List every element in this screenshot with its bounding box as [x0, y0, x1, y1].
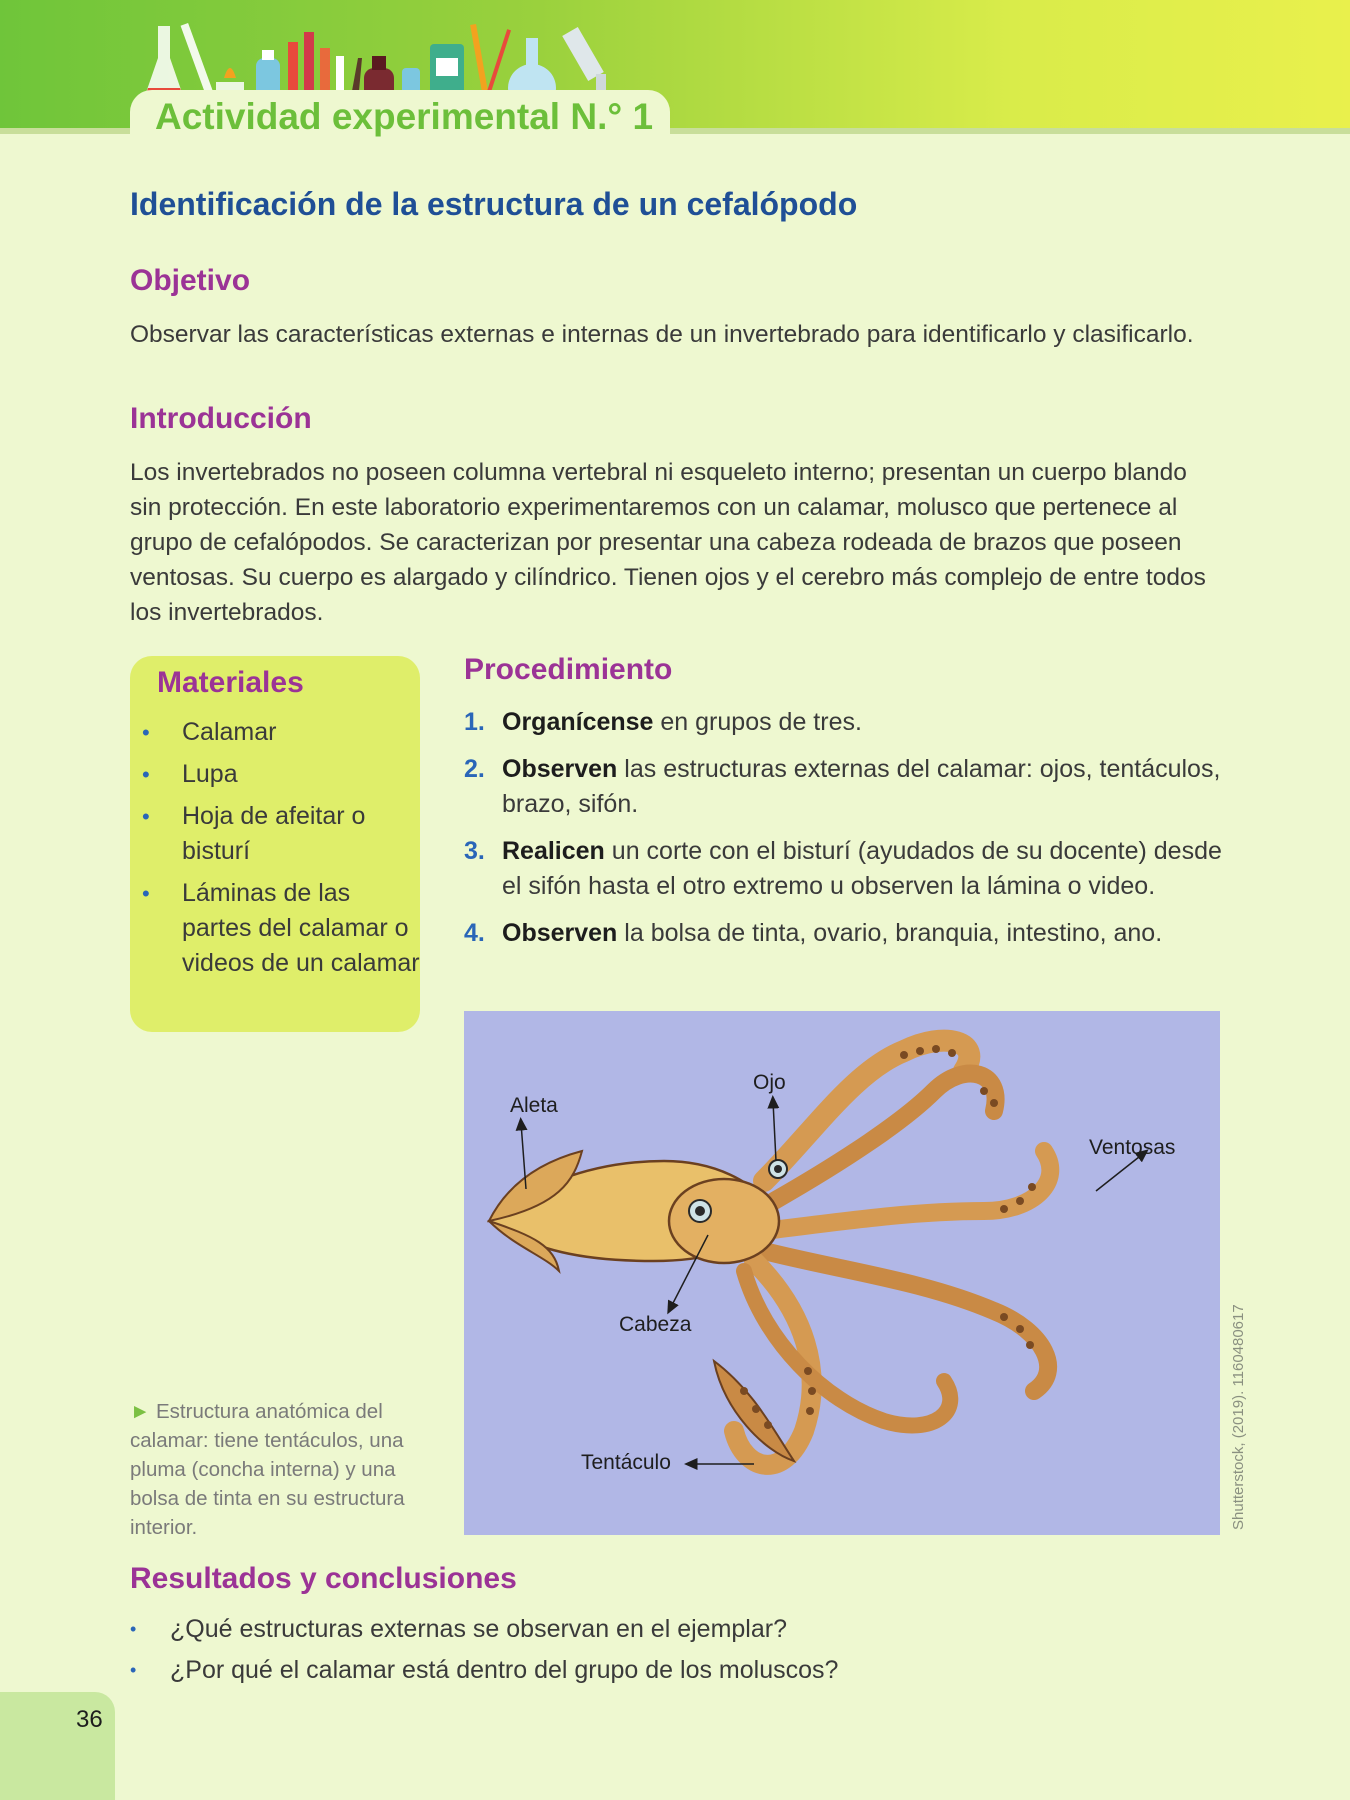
- page-title: Identificación de la estructura de un cefalópodo: [130, 186, 858, 222]
- bullet-icon: •: [142, 762, 150, 787]
- figure-caption: ► Estructura anatómica del calamar: tiene tentáculos, una pluma (concha interna) y una bolsa de tinta en su estructura interior.: [130, 1400, 405, 1539]
- activity-title: Actividad experimental N.° 1: [155, 96, 654, 137]
- procedure-step: 3. Realicen un corte con el bisturí (ayudados de su docente) desde el sifón hasta el otro extremo u observen la lámina o video.: [464, 837, 1222, 900]
- list-item: • Láminas de las partes del calamar o videos de un calamar: [140, 876, 420, 981]
- materials-heading: Materiales: [157, 666, 304, 699]
- bullet-icon: •: [142, 720, 150, 745]
- list-item: • Lupa: [140, 757, 420, 792]
- caption-triangle-icon: ►: [130, 1400, 151, 1423]
- objective-heading: Objetivo: [130, 264, 251, 297]
- image-credit: Shutterstock, (2019). 1160480617: [1230, 1304, 1247, 1530]
- procedure-step: 1. Organícense en grupos de tres.: [464, 708, 862, 736]
- introduction-heading: Introducción: [130, 402, 312, 435]
- bullet-icon: •: [130, 1660, 137, 1680]
- procedure-list: [464, 705, 1224, 963]
- label-aleta: Aleta: [510, 1094, 558, 1117]
- label-ventosas: Ventosas: [1089, 1136, 1176, 1159]
- objective-text: Observar las características externas e internas de un invertebrado para identificarlo y clasificarlo.: [130, 321, 1194, 348]
- list-item: • Hoja de afeitar o bisturí: [140, 799, 420, 869]
- results-list: [130, 1612, 838, 1694]
- tentacles: [734, 1041, 1050, 1465]
- squid-figure: [464, 1011, 1220, 1535]
- materials-list: [140, 715, 420, 988]
- procedure-step: 4. Observen la bolsa de tinta, ovario, branquia, intestino, ano.: [464, 919, 1163, 947]
- label-cabeza: Cabeza: [619, 1313, 692, 1336]
- list-item: • Calamar: [140, 715, 420, 750]
- bullet-icon: •: [130, 1619, 137, 1639]
- introduction-text: Los invertebrados no poseen columna vertebral ni esqueleto interno; presentan un cuerpo blando sin protección. En este laboratorio experimentaremos con un calamar, molusco que pertenece al grupo de cefalópodos. Se caracterizan por presentar una cabeza rodeada de brazos que poseen ventosas. Su cuerpo es alargado y cilíndrico. Tienen ojos y el cerebro más complejo de entre todos los invertebrados.: [130, 459, 1206, 626]
- procedure-step: 2. Observen las estructuras externas del calamar: ojos, tentáculos, brazo, sifón.: [464, 755, 1221, 818]
- procedure-heading: Procedimiento: [464, 653, 673, 686]
- page-number: 36: [76, 1706, 103, 1733]
- list-item: • ¿Qué estructuras externas se observan en el ejemplar?: [130, 1612, 838, 1647]
- bullet-icon: •: [142, 804, 150, 829]
- label-tentaculo: Tentáculo: [581, 1451, 671, 1474]
- bullet-icon: •: [142, 881, 150, 906]
- list-item: • ¿Por qué el calamar está dentro del grupo de los moluscos?: [130, 1653, 838, 1688]
- label-ojo: Ojo: [753, 1071, 786, 1094]
- squid-illustration: [464, 1011, 1220, 1535]
- results-heading: Resultados y conclusiones: [130, 1562, 517, 1595]
